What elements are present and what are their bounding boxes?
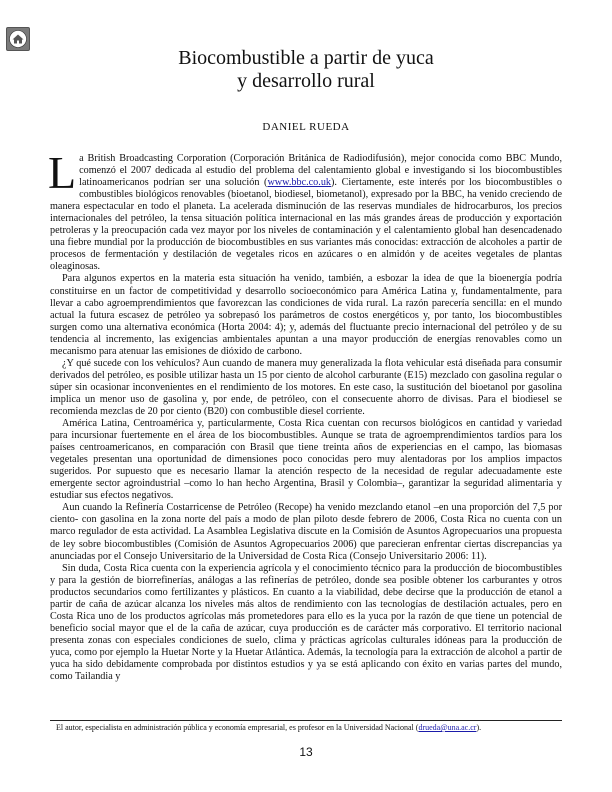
- paragraph-1-text-a: a British Broadcasting Corporation (Corporación Británica de Radiodifusión), mejor conocida como BBC Mundo, comenzó el 2007 dedicada al estudio del problema del calentamiento global e investigando si los biocombustibles latinoamericanos podrían ser una solución (: [79, 153, 562, 189]
- footnote-text: El autor, especialista en administración pública y economía empresarial, es profesor en la Universidad Nacional (: [56, 723, 419, 732]
- paragraph-6: Sin duda, Costa Rica cuenta con la experiencia agrícola y el conocimiento técnico para la producción de biocombustibles y para la gestión de biorrefinerías, análogas a las refinerías de petróleo, donde sea posible obtener los carburantes y otros productos secundarios como fertilizantes y plásticos. En cuanto a la viabilidad, debe decirse que la producción de etanol a partir de caña de azúcar alcanza los niveles más altos de rendimiento con las tecnologías de destilación actuales, pero en Costa Rica uno de los productos agrícolas más prometedores para ello es la yuca por la razón de que tiene un potencial de beneficio social mayor que el de la caña de azúcar, cuya producción es de carácter más corporativo. El territorio nacional presenta zonas con especiales condiciones de suelo, clima y prácticas agrícolas culturales idóneas para la producción de yuca, como por ejemplo la Huetar Norte y la Huetar Atlántica. Además, la tecnología para la extracción de alcohol a partir de yuca ha sido debidamente comprobada por distintos estudios y ya se está aplicando con éxito en varias partes del mundo, como Tailandia y: [50, 562, 562, 683]
- drop-cap: L: [48, 147, 77, 198]
- title-line-1: Biocombustible a partir de yuca: [178, 47, 434, 69]
- page-number: 13: [299, 745, 313, 759]
- paragraph-2: Para algunos expertos en la materia esta situación ha venido, también, a esbozar la idea de que la bioenergía podría constituirse en un factor de competitividad y desarrollo socioeconómico para América Latina y, fundamentalmente, para llevar a cabo agroemprendimientos que favorezcan las condiciones de vida rural. La razón parecería sencilla: en el mundo actual la futura escasez de petróleo ya sobrepasó los parámetros de costos energéticos y, por tanto, los biocombustibles surgen como una alternativa económica (Horta 2004: 4); y, además del fluctuante precio internacional del petróleo y de su tendencia al incremento, las exigencias ambientales apuntan a una mayor producción de energías renovables como un mecanismo para atenuar las emisiones de dióxido de carbono.: [50, 273, 562, 357]
- footnote-divider: [50, 720, 562, 721]
- paragraph-1: [48, 147, 562, 273]
- title-line-2: y desarrollo rural: [237, 70, 375, 92]
- paragraph-4: América Latina, Centroamérica y, particularmente, Costa Rica cuentan con recursos biológicos en cantidad y variedad para incursionar fuertemente en el área de los biocombustibles. Aunque se trata de agroemprendimientos tardíos para los países centroamericanos, en comparación con Brasil que tiene treinta años de experiencias en el campo, las biomasas vegetales presentan una oportunidad de dimensiones poco conocidas pero muy alentadoras por los amplios impactos sugeridos. Por supuesto que es necesario llamar la atención respecto de la necesidad de regular adecuadamente este emergente sector agroindustrial –como lo han hecho Argentina, Brasil y Colombia–, garantizar la seguridad alimentaria y estudiar sus efectos negativos.: [50, 418, 562, 502]
- paragraph-5: Aun cuando la Refinería Costarricense de Petróleo (Recope) ha venido mezclando etanol –en una proporción del 7,5 por ciento- con gasolina en la zona norte del país a modo de plan piloto desde febrero de 2006, Costa Rica no cuenta con un marco regulador de esta actividad. La Asamblea Legislativa discute en la Comisión de Asuntos Agropecuarios una propuesta de ley sobre biocombustibles (Comisión de Asuntos Agropecuarios 2006) que parecieran enfrentar ciertas discrepancias ya anunciadas por el Consejo Universitario de la Universidad de Costa Rica (Consejo Universitario 2006: 11).: [50, 502, 562, 562]
- footnote: [56, 723, 561, 732]
- article-title: [0, 47, 612, 93]
- home-icon: [9, 30, 27, 48]
- bbc-link[interactable]: www.bbc.co.uk: [267, 177, 332, 189]
- article-body: [48, 147, 562, 683]
- paragraph-3: ¿Y qué sucede con los vehículos? Aun cuando de manera muy generalizada la flota vehicular está diseñada para consumir derivados del petróleo, es posible utilizar hasta un 15 por ciento de alcohol carburante (E15) mezclado con gasolina regular o súper sin ocasionar inconvenientes en el rendimiento de los motores. En este caso, la sustitución del bioetanol por gasolina implica un menor uso de gasolina y, por ende, de petróleo, con el consecuente ahorro de divisas. Para el biodiesel se recomienda mezclas de 20 por ciento (B20) con combustible diesel corriente.: [50, 357, 562, 417]
- paragraph-1-text-b: ). Ciertamente, este interés por los biocombustibles o combustibles biológicos renovables (bioetanol, biodiesel, biometanol), expresado por la BBC, ha venido creciendo de manera espectacular en todo el planeta. La acelerada disminución de las reservas mundiales de hidrocarburos, los precios internacionales del petróleo, la tensa situación política internacional en las más grandes áreas de producción y exportación petroleras y la preocupación cada vez mayor por los niveles de contaminación y el calentamiento global han desencadenado una fiebre mundial por la producción de biocombustibles en sus variantes más conocidas: extracción de alcoholes a partir de procesos de fermentación y destilación de vegetales ricos en azúcares o en almidón y de aceites vegetales de plantas oleaginosas.: [50, 177, 562, 273]
- footnote-end: ).: [476, 723, 482, 732]
- author-email-link[interactable]: drueda@una.ac.cr: [418, 723, 477, 732]
- author-name: DANIEL RUEDA: [262, 121, 350, 133]
